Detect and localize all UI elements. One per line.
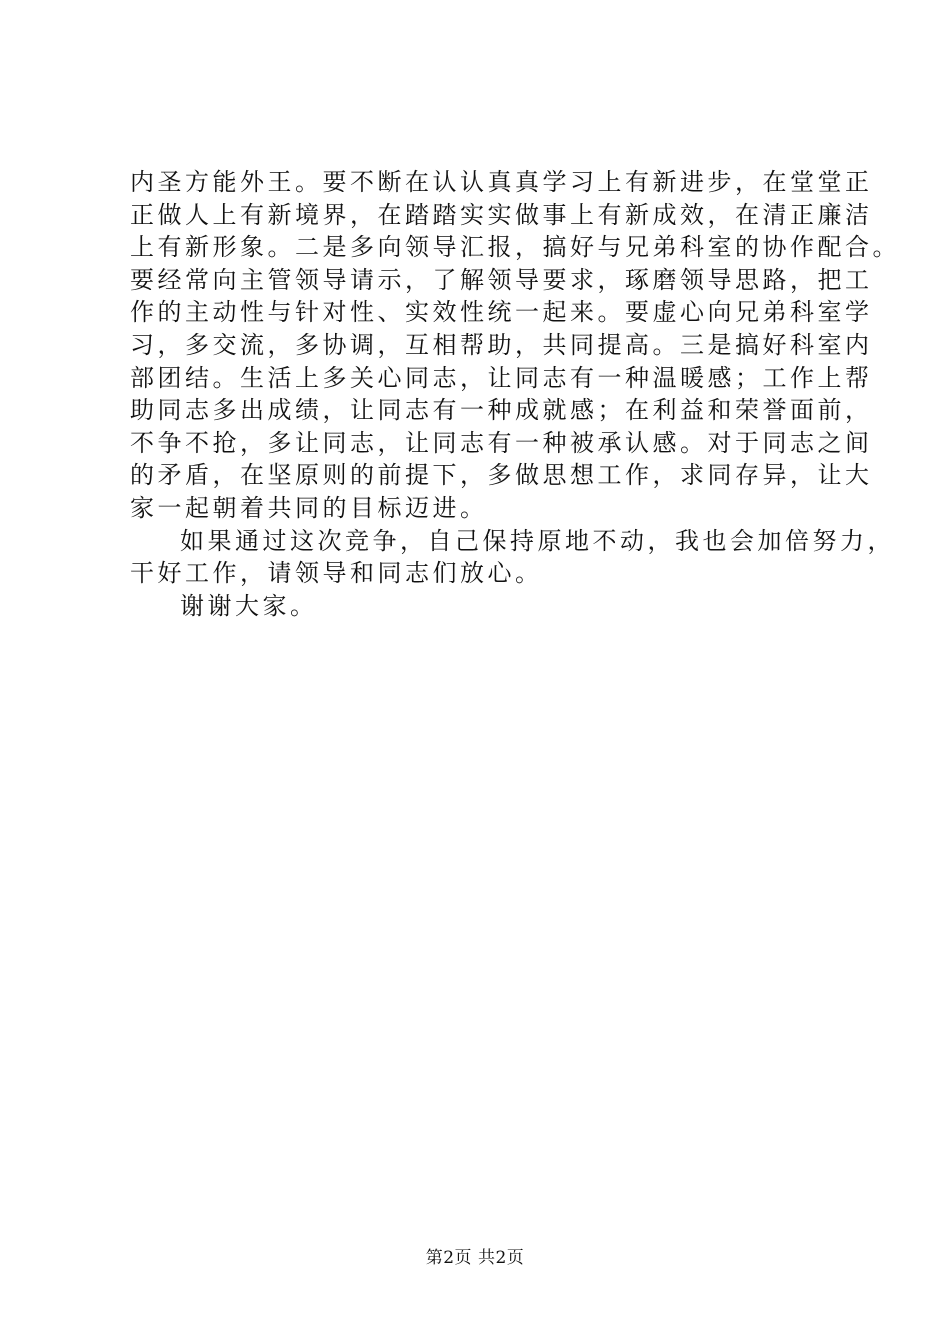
text-line: 的矛盾，在坚原则的前提下，多做思想工作，求同存异，让大 [130,461,873,490]
text-line: 习，多交流，多协调，互相帮助，共同提高。三是搞好科室内 [130,330,873,359]
text-line: 谢谢大家。 [180,591,318,620]
text-line: 作的主动性与针对性、实效性统一起来。要虚心向兄弟科室学 [130,298,873,327]
text-line: 家一起朝着共同的目标迈进。 [130,493,488,522]
document-body [130,166,900,622]
text-line: 部团结。生活上多关心同志，让同志有一种温暖感；工作上帮 [130,363,873,392]
text-line: 如果通过这次竞争，自己保持原地不动，我也会加倍努力， [180,526,895,555]
text-line: 正做人上有新境界，在踏踏实实做事上有新成效，在清正廉洁 [130,200,873,229]
text-line: 内圣方能外王。要不断在认认真真学习上有新进步，在堂堂正 [130,168,873,196]
text-line: 上有新形象。二是多向领导汇报，搞好与兄弟科室的协作配合。 [130,233,900,262]
text-line: 助同志多出成绩，让同志有一种成就感；在利益和荣誉面前， [130,396,873,425]
text-line: 要经常向主管领导请示，了解领导要求，琢磨领导思路，把工 [130,265,873,294]
text-line: 干好工作，请领导和同志们放心。 [130,559,543,588]
page-number-footer: 第2页 共2页 [425,1248,525,1268]
text-line: 不争不抢，多让同志，让同志有一种被承认感。对于同志之间 [130,428,873,457]
